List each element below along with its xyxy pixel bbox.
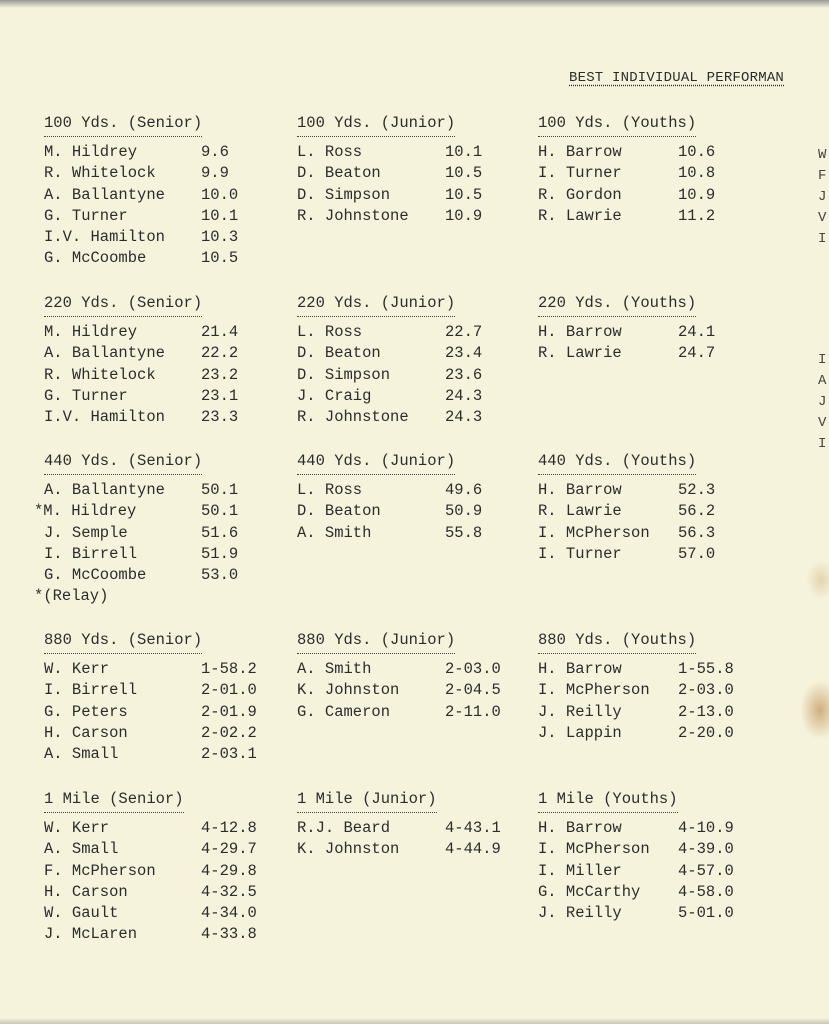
event-title: 1 Mile (Senior) bbox=[44, 790, 184, 813]
performance-time: 21.4 bbox=[201, 323, 239, 341]
performance-time: 55.8 bbox=[445, 523, 483, 542]
athlete-name: W. Gault bbox=[44, 904, 119, 923]
athlete-name: D. Simpson bbox=[297, 365, 391, 384]
result-row bbox=[538, 703, 778, 724]
athlete-name: A. Smith bbox=[297, 660, 372, 678]
result-row bbox=[44, 408, 284, 429]
performance-time: 10.8 bbox=[678, 164, 716, 183]
result-row bbox=[44, 660, 284, 681]
performance-time: 50.9 bbox=[445, 502, 483, 521]
result-row bbox=[44, 681, 284, 702]
athlete-name: D. Simpson bbox=[297, 185, 391, 204]
result-row bbox=[44, 524, 284, 545]
result-row bbox=[538, 143, 778, 164]
performance-time: 1-55.8 bbox=[678, 660, 734, 678]
athlete-name: I. Turner bbox=[538, 544, 622, 563]
performance-time: 10.9 bbox=[445, 206, 483, 225]
athlete-name: H. Barrow bbox=[538, 819, 622, 837]
footnote: *(Relay) bbox=[34, 587, 109, 606]
athlete-name: A. Small bbox=[44, 840, 119, 859]
event-title: 440 Yds. (Senior) bbox=[44, 452, 202, 475]
performance-time: 10.5 bbox=[445, 164, 483, 183]
athlete-name: J. Reilly bbox=[538, 702, 622, 721]
athlete-name: D. Beaton bbox=[297, 502, 381, 521]
event-section bbox=[538, 631, 778, 745]
athlete-name: I. Miller bbox=[538, 861, 622, 880]
athlete-name: H. Carson bbox=[44, 723, 128, 742]
event-title: 440 Yds. (Youths) bbox=[538, 452, 696, 475]
performance-time: 11.2 bbox=[678, 206, 716, 225]
result-row bbox=[44, 344, 284, 365]
result-row bbox=[538, 840, 778, 861]
athlete-name: I. Birrell bbox=[44, 681, 138, 700]
athlete-name: J. Lappin bbox=[538, 723, 622, 742]
performance-time: 10.5 bbox=[445, 185, 483, 204]
result-row bbox=[297, 524, 537, 545]
result-row bbox=[297, 164, 537, 185]
event-title: 220 Yds. (Junior) bbox=[297, 294, 455, 317]
result-row bbox=[44, 724, 284, 745]
event-section bbox=[297, 294, 537, 429]
athlete-name: L. Ross bbox=[297, 323, 363, 341]
athlete-name: R. Johnstone bbox=[297, 206, 409, 225]
clipped-letter: F bbox=[818, 168, 827, 184]
performance-time: 5-01.0 bbox=[678, 904, 734, 923]
result-row bbox=[538, 164, 778, 185]
athlete-name: I. McPherson bbox=[538, 681, 650, 700]
event-title: 1 Mile (Junior) bbox=[297, 790, 437, 813]
performance-time: 23.6 bbox=[445, 365, 483, 384]
performance-time: 4-29.7 bbox=[201, 840, 257, 859]
event-title: 100 Yds. (Youths) bbox=[538, 114, 696, 137]
performance-time: 4-29.8 bbox=[201, 861, 257, 880]
performance-time: 2-02.2 bbox=[201, 723, 257, 742]
performance-time: 24.1 bbox=[678, 323, 716, 341]
event-section bbox=[34, 452, 284, 606]
performance-time: 2-13.0 bbox=[678, 702, 734, 721]
athlete-name: A. Ballantyne bbox=[44, 481, 165, 499]
result-row bbox=[44, 323, 284, 344]
result-row bbox=[44, 143, 284, 164]
athlete-name: R. Lawrie bbox=[538, 344, 622, 363]
performance-time: 22.7 bbox=[445, 323, 483, 341]
performance-time: 10.1 bbox=[201, 206, 239, 225]
athlete-name: D. Beaton bbox=[297, 344, 381, 363]
result-row bbox=[44, 862, 284, 883]
athlete-name: R. Whitelock bbox=[44, 365, 156, 384]
athlete-name: R. Lawrie bbox=[538, 206, 622, 225]
result-row bbox=[44, 481, 284, 502]
event-title: 880 Yds. (Junior) bbox=[297, 631, 455, 654]
result-row bbox=[538, 207, 778, 228]
paper-stain bbox=[806, 560, 829, 600]
clipped-letter: V bbox=[818, 415, 827, 431]
event-section bbox=[297, 631, 537, 724]
athlete-name: D. Beaton bbox=[297, 164, 381, 183]
result-row bbox=[297, 186, 537, 207]
result-row bbox=[44, 703, 284, 724]
result-row bbox=[297, 819, 537, 840]
result-row bbox=[297, 660, 537, 681]
page-bottom-edge bbox=[0, 1018, 829, 1024]
event-title: 880 Yds. (Senior) bbox=[44, 631, 202, 654]
event-title: 220 Yds. (Youths) bbox=[538, 294, 696, 317]
performance-time: 56.3 bbox=[678, 523, 716, 542]
performance-time: 2-03.0 bbox=[678, 681, 734, 700]
athlete-name: J. Craig bbox=[297, 386, 372, 405]
result-row bbox=[44, 186, 284, 207]
athlete-name: H. Barrow bbox=[538, 143, 622, 161]
result-row bbox=[297, 408, 537, 429]
performance-time: 2-11.0 bbox=[445, 702, 501, 721]
performance-time: 10.6 bbox=[678, 143, 716, 161]
result-row bbox=[44, 207, 284, 228]
result-row bbox=[44, 164, 284, 185]
page-header: BEST INDIVIDUAL PERFORMAN bbox=[569, 70, 785, 86]
athlete-name: L. Ross bbox=[297, 143, 363, 161]
athlete-name: H. Barrow bbox=[538, 323, 622, 341]
event-section bbox=[44, 294, 284, 429]
performance-time: 4-58.0 bbox=[678, 882, 734, 901]
result-row bbox=[297, 344, 537, 365]
athlete-name: K. Johnston bbox=[297, 681, 400, 700]
result-row bbox=[44, 819, 284, 840]
performance-time: 4-32.5 bbox=[201, 882, 257, 901]
event-title: 880 Yds. (Youths) bbox=[538, 631, 696, 654]
athlete-name: H. Carson bbox=[44, 882, 128, 901]
result-row bbox=[44, 387, 284, 408]
result-row bbox=[538, 545, 778, 566]
result-row bbox=[538, 724, 778, 745]
athlete-name: R. Whitelock bbox=[44, 164, 156, 183]
athlete-name: J. Semple bbox=[44, 523, 128, 542]
result-row bbox=[538, 344, 778, 365]
result-row bbox=[297, 323, 537, 344]
athlete-name: I.V. Hamilton bbox=[44, 408, 165, 427]
performance-time: 24.3 bbox=[445, 386, 483, 405]
performance-time: 9.9 bbox=[201, 164, 229, 183]
athlete-name: L. Ross bbox=[297, 481, 363, 499]
result-row bbox=[44, 840, 284, 861]
performance-time: 2-03.1 bbox=[201, 745, 257, 764]
athlete-name: M. Hildrey bbox=[44, 323, 138, 341]
result-row bbox=[538, 323, 778, 344]
athlete-name: A. Small bbox=[44, 745, 119, 764]
event-title: 440 Yds. (Junior) bbox=[297, 452, 455, 475]
result-row bbox=[44, 925, 284, 946]
event-title: 100 Yds. (Senior) bbox=[44, 114, 202, 137]
performance-time: 53.0 bbox=[201, 566, 239, 585]
result-row bbox=[538, 862, 778, 883]
clipped-letter: W bbox=[818, 147, 827, 163]
result-row bbox=[538, 681, 778, 702]
performance-time: 10.3 bbox=[201, 228, 239, 247]
performance-time: 2-03.0 bbox=[445, 660, 501, 678]
athlete-name: J. Reilly bbox=[538, 904, 622, 923]
performance-time: 4-12.8 bbox=[201, 819, 257, 837]
event-section bbox=[538, 294, 778, 366]
event-title: 220 Yds. (Senior) bbox=[44, 294, 202, 317]
performance-time: 10.5 bbox=[201, 249, 239, 268]
athlete-name: G. Peters bbox=[44, 702, 128, 721]
performance-time: 49.6 bbox=[445, 481, 483, 499]
result-row bbox=[297, 840, 537, 861]
athlete-name: I. Turner bbox=[538, 164, 622, 183]
result-row bbox=[538, 481, 778, 502]
result-row bbox=[297, 681, 537, 702]
performance-time: 2-01.9 bbox=[201, 702, 257, 721]
athlete-name: I. Birrell bbox=[44, 544, 138, 563]
result-row bbox=[297, 143, 537, 164]
athlete-name: *M. Hildrey bbox=[34, 502, 137, 521]
result-row bbox=[538, 904, 778, 925]
athlete-name: G. Turner bbox=[44, 386, 128, 405]
performance-time: 10.9 bbox=[678, 185, 716, 204]
result-row bbox=[44, 545, 284, 566]
athlete-name: G. McCoombe bbox=[44, 566, 147, 585]
clipped-letter: J bbox=[818, 394, 827, 410]
result-row bbox=[297, 207, 537, 228]
result-row bbox=[538, 524, 778, 545]
event-section bbox=[44, 631, 284, 766]
performance-time: 51.9 bbox=[201, 544, 239, 563]
result-row bbox=[44, 566, 284, 587]
result-row bbox=[538, 186, 778, 207]
event-section bbox=[297, 452, 537, 545]
performance-time: 4-34.0 bbox=[201, 904, 257, 923]
result-row bbox=[44, 745, 284, 766]
result-row bbox=[297, 366, 537, 387]
athlete-name: K. Johnston bbox=[297, 840, 400, 859]
athlete-name: J. McLaren bbox=[44, 925, 138, 944]
athlete-name: R.J. Beard bbox=[297, 819, 391, 837]
athlete-name: A. Ballantyne bbox=[44, 185, 165, 204]
event-section bbox=[297, 790, 537, 862]
performance-time: 4-43.1 bbox=[445, 819, 501, 837]
performance-time: 4-39.0 bbox=[678, 840, 734, 859]
result-row bbox=[34, 502, 284, 523]
paper-stain bbox=[800, 680, 829, 740]
athlete-name: A. Smith bbox=[297, 523, 372, 542]
athlete-name: W. Kerr bbox=[44, 819, 110, 837]
performance-time: 10.1 bbox=[445, 143, 483, 161]
performance-time: 50.1 bbox=[201, 502, 239, 521]
performance-time: 2-04.5 bbox=[445, 681, 501, 700]
athlete-name: G. Cameron bbox=[297, 702, 391, 721]
clipped-letter: I bbox=[818, 231, 827, 247]
athlete-name: R. Gordon bbox=[538, 185, 622, 204]
performance-time: 56.2 bbox=[678, 502, 716, 521]
event-section bbox=[538, 114, 778, 228]
event-title: 1 Mile (Youths) bbox=[538, 790, 678, 813]
clipped-letter: I bbox=[818, 352, 827, 368]
result-row bbox=[297, 481, 537, 502]
athlete-name: W. Kerr bbox=[44, 660, 110, 678]
athlete-name: H. Barrow bbox=[538, 481, 622, 499]
athlete-name: I. McPherson bbox=[538, 523, 650, 542]
result-row bbox=[538, 819, 778, 840]
result-row bbox=[44, 228, 284, 249]
athlete-name: I. McPherson bbox=[538, 840, 650, 859]
performance-time: 2-20.0 bbox=[678, 723, 734, 742]
clipped-letter: A bbox=[818, 373, 827, 389]
result-row bbox=[44, 904, 284, 925]
event-section bbox=[538, 452, 778, 566]
result-row bbox=[297, 502, 537, 523]
athlete-name: R. Lawrie bbox=[538, 502, 622, 521]
performance-time: 51.6 bbox=[201, 523, 239, 542]
performance-time: 52.3 bbox=[678, 481, 716, 499]
result-row bbox=[538, 660, 778, 681]
result-row bbox=[44, 366, 284, 387]
performance-time: 23.2 bbox=[201, 365, 239, 384]
performance-time: 4-44.9 bbox=[445, 840, 501, 859]
athlete-name: H. Barrow bbox=[538, 660, 622, 678]
athlete-name: G. McCarthy bbox=[538, 882, 641, 901]
clipped-letter: J bbox=[818, 189, 827, 205]
athlete-name: I.V. Hamilton bbox=[44, 228, 165, 247]
performance-time: 4-33.8 bbox=[201, 925, 257, 944]
athlete-name: M. Hildrey bbox=[44, 143, 138, 161]
athlete-name: G. Turner bbox=[44, 206, 128, 225]
performance-time: 2-01.0 bbox=[201, 681, 257, 700]
performance-time: 4-10.9 bbox=[678, 819, 734, 837]
page-top-edge bbox=[0, 0, 829, 8]
event-section bbox=[297, 114, 537, 228]
result-row bbox=[538, 883, 778, 904]
athlete-name: R. Johnstone bbox=[297, 408, 409, 427]
event-section bbox=[44, 790, 284, 947]
event-title: 100 Yds. (Junior) bbox=[297, 114, 455, 137]
athlete-name: F. McPherson bbox=[44, 861, 156, 880]
performance-time: 23.3 bbox=[201, 408, 239, 427]
athlete-name: G. McCoombe bbox=[44, 249, 147, 268]
performance-time: 23.4 bbox=[445, 344, 483, 363]
performance-time: 9.6 bbox=[201, 143, 229, 161]
performance-time: 24.3 bbox=[445, 408, 483, 427]
athlete-name: A. Ballantyne bbox=[44, 344, 165, 363]
result-row bbox=[44, 883, 284, 904]
event-section bbox=[44, 114, 284, 271]
performance-time: 1-58.2 bbox=[201, 660, 257, 678]
performance-time: 4-57.0 bbox=[678, 861, 734, 880]
event-section bbox=[538, 790, 778, 925]
result-row bbox=[538, 502, 778, 523]
performance-time: 23.1 bbox=[201, 386, 239, 405]
result-row bbox=[297, 387, 537, 408]
clipped-letter: I bbox=[818, 436, 827, 452]
performance-time: 22.2 bbox=[201, 344, 239, 363]
performance-time: 57.0 bbox=[678, 544, 716, 563]
clipped-letter: V bbox=[818, 210, 827, 226]
performance-time: 50.1 bbox=[201, 481, 239, 499]
performance-time: 24.7 bbox=[678, 344, 716, 363]
result-row bbox=[297, 703, 537, 724]
result-row bbox=[44, 249, 284, 270]
performance-time: 10.0 bbox=[201, 185, 239, 204]
